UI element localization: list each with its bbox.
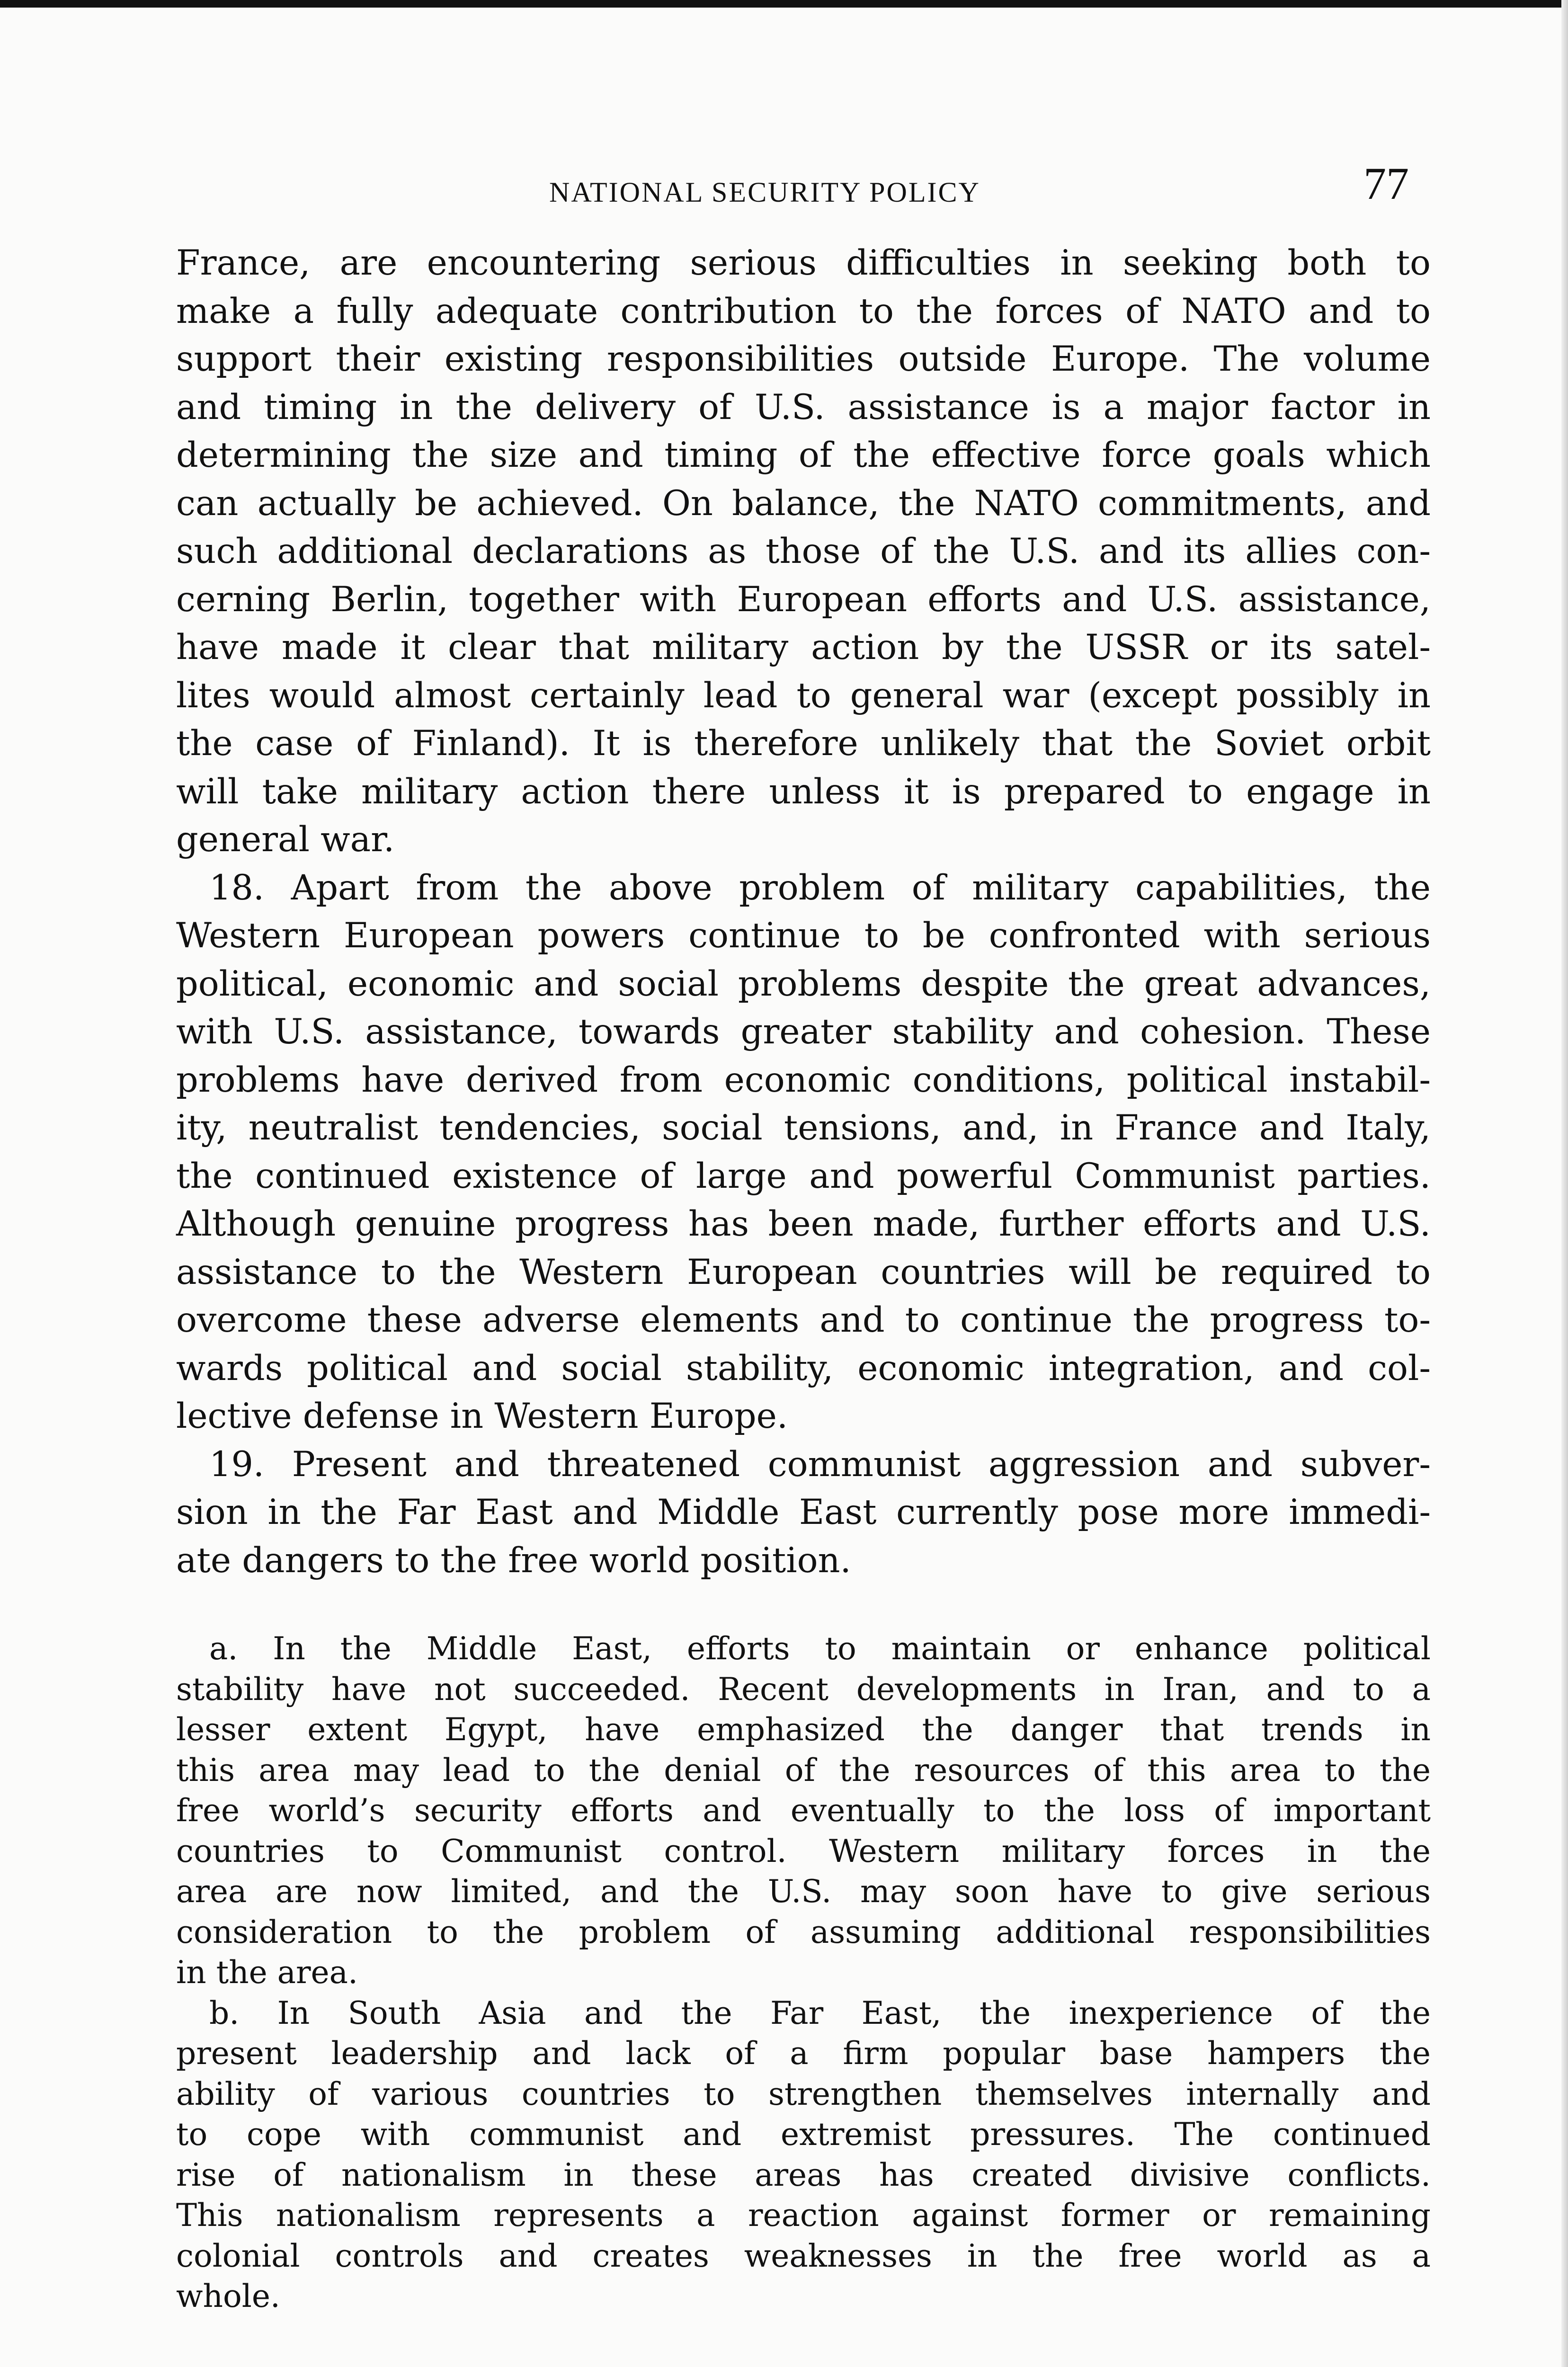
text-line: area are now limited, and the U.S. may soon have to give serious — [176, 1873, 1431, 1910]
text-line: whole. — [176, 2278, 280, 2314]
paragraph-19-start: 19. Present and threatened communist aggression and subver- — [209, 1444, 1431, 1485]
text-line: stability have not succeeded. Recent developments in Iran, and to a — [176, 1671, 1431, 1708]
text-line: overcome these adverse elements and to continue the progress to- — [176, 1300, 1431, 1340]
text-line: colonial controls and creates weaknesses in the free world as a — [176, 2237, 1431, 2274]
text-line: problems have derived from economic conditions, political instabil- — [176, 1059, 1431, 1100]
running-header: NATIONAL SECURITY POLICY — [549, 177, 980, 208]
text-line: the continued existence of large and powerful Communist parties. — [176, 1156, 1431, 1196]
paragraph-18-start: 18. Apart from the above problem of military capabilities, the — [209, 867, 1431, 908]
subparagraph-a-start: a. In the Middle East, efforts to maintain or enhance political — [209, 1630, 1431, 1667]
text-line: political, economic and social problems despite the great advances, — [176, 963, 1431, 1004]
text-line: ability of various countries to strengthen themselves internally and — [176, 2075, 1431, 2112]
text-line: assistance to the Western European countries will be required to — [176, 1252, 1431, 1292]
text-line: to cope with communist and extremist pressures. The continued — [176, 2116, 1431, 2153]
text-line: lesser extent Egypt, have emphasized the danger that trends in — [176, 1711, 1431, 1748]
text-line: general war. — [176, 819, 395, 860]
text-line: Although genuine progress has been made, further efforts and U.S. — [176, 1204, 1431, 1244]
text-line: free world’s security efforts and eventually to the loss of important — [176, 1792, 1431, 1829]
text-line: the case of Finland). It is therefore unlikely that the Soviet orbit — [176, 723, 1431, 764]
subparagraph-b-start: b. In South Asia and the Far East, the inexperience of the — [209, 1994, 1431, 2031]
text-line: present leadership and lack of a firm popular base hampers the — [176, 2035, 1431, 2072]
text-line: this area may lead to the denial of the resources of this area to the — [176, 1752, 1431, 1789]
subparagraph-text — [176, 1628, 1431, 2317]
text-line: make a fully adequate contribution to the forces of NATO and to — [176, 291, 1431, 331]
main-body-text — [176, 239, 1431, 1584]
text-line: cerning Berlin, together with European efforts and U.S. assistance, — [176, 579, 1431, 620]
text-line: such additional declarations as those of the U.S. and its allies con- — [176, 531, 1431, 571]
text-line: Western European powers continue to be confronted with serious — [176, 916, 1431, 956]
text-line: lites would almost certainly lead to general war (except possibly in — [176, 675, 1431, 716]
page-number: 77 — [1363, 158, 1409, 209]
text-line: countries to Communist control. Western military forces in the — [176, 1833, 1431, 1869]
text-line: will take military action there unless it is prepared to engage in — [176, 771, 1431, 812]
text-line: consideration to the problem of assuming additional responsibilities — [176, 1913, 1431, 1950]
text-line: have made it clear that military action by the USSR or its satel- — [176, 627, 1431, 667]
text-line: wards political and social stability, economic integration, and col- — [176, 1348, 1431, 1388]
text-line: determining the size and timing of the effective force goals which — [176, 435, 1431, 475]
text-line: lective defense in Western Europe. — [176, 1396, 788, 1436]
text-line: in the area. — [176, 1954, 358, 1991]
text-line: sion in the Far East and Middle East currently pose more immedi- — [176, 1492, 1431, 1532]
top-scan-border — [0, 0, 1568, 8]
page-edge-shadow — [1561, 0, 1568, 2367]
text-line: with U.S. assistance, towards greater stability and cohesion. These — [176, 1012, 1431, 1052]
text-line: France, are encountering serious difficulties in seeking both to — [176, 243, 1431, 283]
text-line: and timing in the delivery of U.S. assistance is a major factor in — [176, 387, 1431, 427]
text-line: This nationalism represents a reaction against former or remaining — [176, 2197, 1431, 2234]
text-line: can actually be achieved. On balance, the NATO commitments, and — [176, 483, 1431, 524]
text-line: ate dangers to the free world position. — [176, 1540, 851, 1581]
text-line: ity, neutralist tendencies, social tensions, and, in France and Italy, — [176, 1108, 1431, 1148]
text-line: support their existing responsibilities outside Europe. The volume — [176, 339, 1431, 379]
text-line: rise of nationalism in these areas has created divisive conflicts. — [176, 2156, 1431, 2193]
